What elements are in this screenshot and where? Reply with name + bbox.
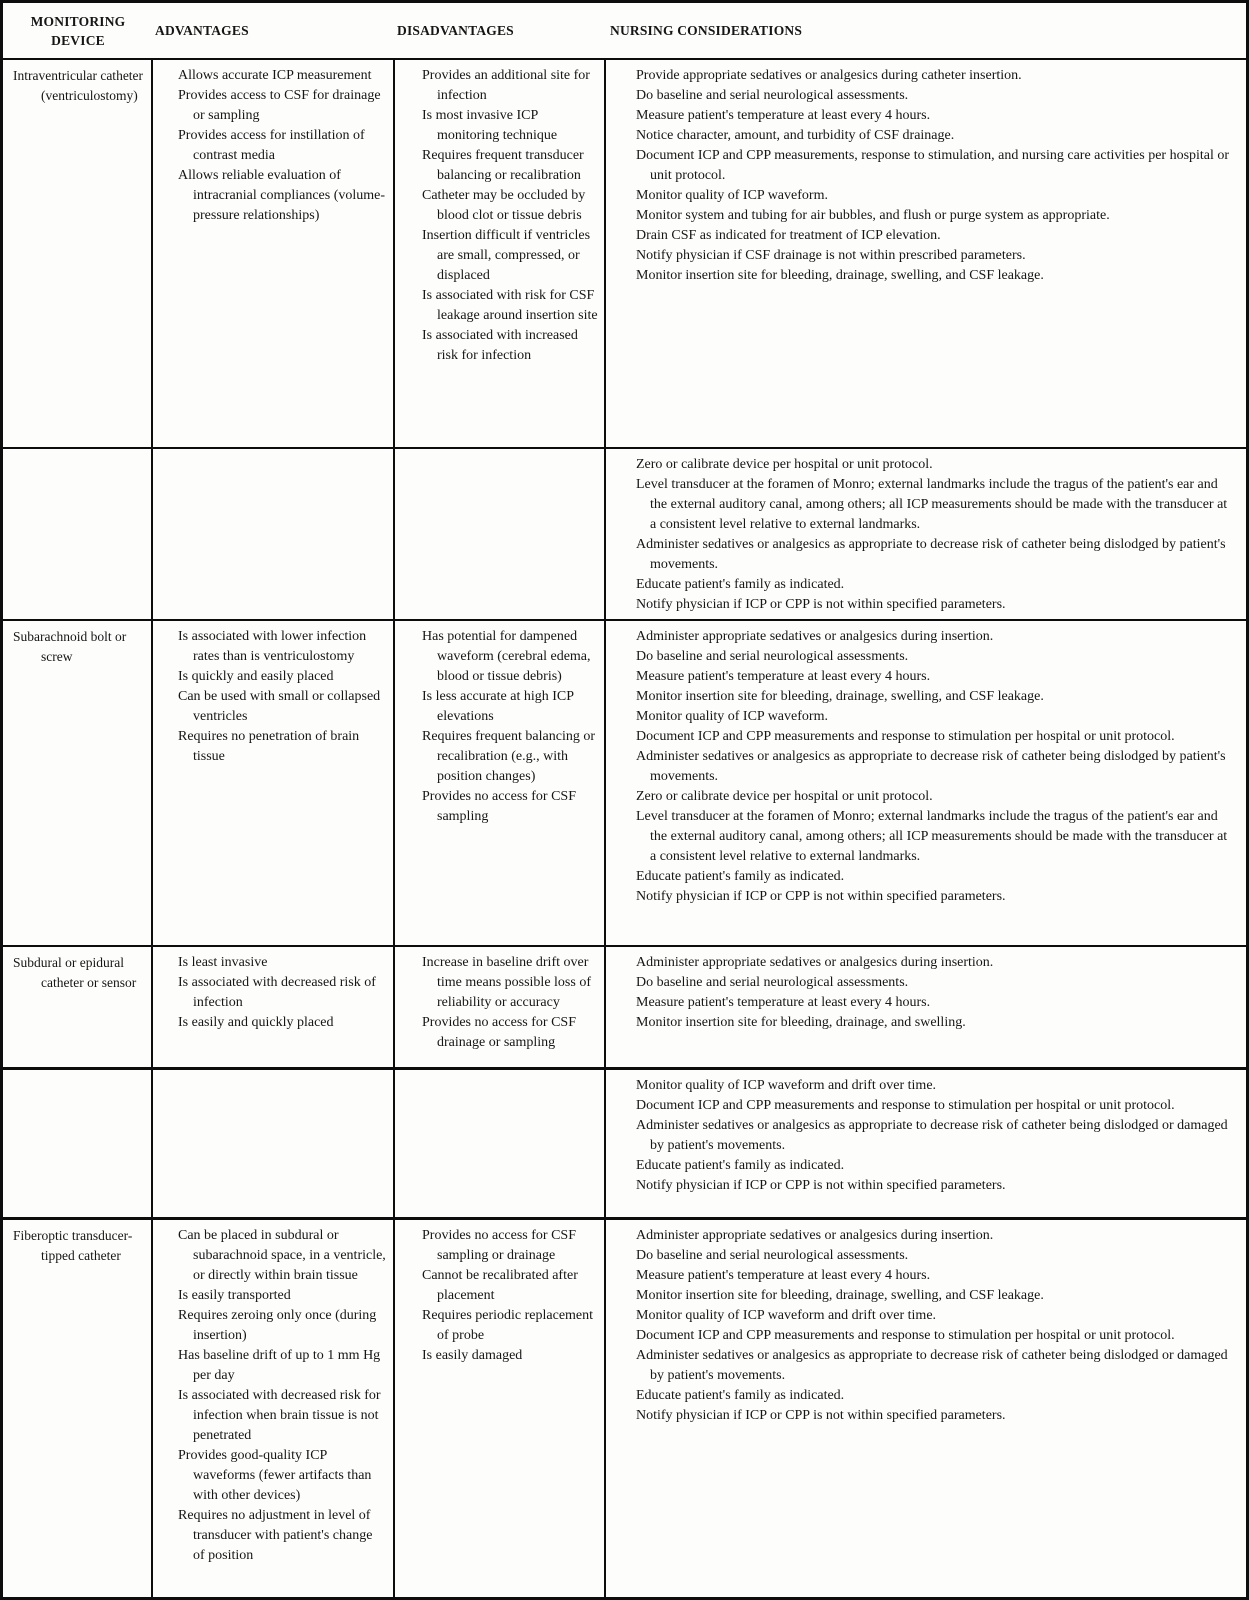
disadvantages-cell [395,1070,606,1217]
device-cell [3,621,153,945]
column-header-disadvantages: DISADVANTAGES [397,23,514,38]
disadvantage-item: Is less accurate at high ICP elevations [422,689,574,724]
disadvantage-item: Provides an additional site for infection [422,68,590,103]
nursing-consideration-item: Monitor insertion site for bleeding, drainage, swelling, and CSF leakage. [636,1288,1044,1303]
nursing-consideration-item: Educate patient's family as indicated. [636,869,845,884]
advantage-item: Requires no adjustment in level of transducer with patient's change of position [178,1508,373,1563]
nursing-consideration-item: Measure patient's temperature at least every 4 hours. [636,1268,931,1283]
nursing-consideration-item: Measure patient's temperature at least every 4 hours. [636,108,931,123]
nursing-consideration-item: Notify physician if CSF drainage is not within prescribed parameters. [636,248,1026,263]
nursing-consideration-item: Notice character, amount, and turbidity of CSF drainage. [636,128,955,143]
nursing-consideration-item: Administer appropriate sedatives or analgesics during insertion. [636,955,994,970]
advantage-item: Allows reliable evaluation of intracranial compliances (volume-pressure relationships) [178,168,386,223]
advantages-cell [153,1070,395,1217]
table-row [3,947,1246,1070]
disadvantage-item: Is most invasive ICP monitoring technique [422,108,558,143]
nursing-consideration-item: Document ICP and CPP measurements, response to stimulation, and nursing care activities per hospital or unit protocol. [636,148,1230,183]
nursing-consideration-item: Notify physician if ICP or CPP is not within specified parameters. [636,597,1006,612]
advantage-item: Is associated with lower infection rates than is ventriculostomy [178,629,367,664]
disadvantage-item: Provides no access for CSF sampling [422,789,576,824]
disadvantage-item: Is associated with risk for CSF leakage around insertion site [422,288,598,323]
nursing-consideration-item: Administer appropriate sedatives or analgesics during insertion. [636,1228,994,1243]
advantage-item: Has baseline drift of up to 1 mm Hg per day [178,1348,381,1383]
nursing-considerations-cell [606,60,1246,447]
nursing-considerations-cell [606,621,1246,945]
advantage-item: Is easily transported [178,1288,291,1303]
nursing-consideration-item: Administer sedatives or analgesics as appropriate to decrease risk of catheter being dislodged by patient's movements. [636,537,1226,572]
nursing-considerations-cell [606,449,1246,619]
advantage-item: Provides good-quality ICP waveforms (fewer artifacts than with other devices) [178,1448,372,1503]
disadvantages-cell [395,621,606,945]
nursing-consideration-item: Do baseline and serial neurological assessments. [636,88,909,103]
device-cell [3,60,153,447]
nursing-consideration-item: Notify physician if ICP or CPP is not within specified parameters. [636,889,1006,904]
advantages-cell [153,947,395,1067]
advantage-item: Is associated with decreased risk for infection when brain tissue is not penetrated [178,1388,381,1443]
advantages-cell [153,1220,395,1597]
advantage-item: Provides access to CSF for drainage or sampling [178,88,381,123]
nursing-consideration-item: Monitor quality of ICP waveform. [636,188,828,203]
disadvantage-item: Requires frequent balancing or recalibration (e.g., with position changes) [422,729,595,784]
disadvantage-item: Provides no access for CSF drainage or sampling [422,1015,576,1050]
column-header-monitoring-device: MONITORING DEVICE [30,13,126,48]
device-name: Subarachnoid bolt or screw [13,629,127,664]
column-header-nursing-considerations: NURSING CONSIDERATIONS [610,23,803,38]
device-name: Fiberoptic transducer-tipped catheter [13,1228,133,1263]
disadvantage-item: Cannot be recalibrated after placement [422,1268,578,1303]
nursing-consideration-item: Do baseline and serial neurological assessments. [636,975,909,990]
table-row [3,60,1246,449]
nursing-consideration-item: Level transducer at the foramen of Monro; external landmarks include the tragus of the patient's ear and the external auditory canal, among others; all ICP measurements should be made with the transducer at a consistent level relative to external landmarks. [636,477,1228,532]
disadvantage-item: Insertion difficult if ventricles are small, compressed, or displaced [422,228,591,283]
device-cell [3,1070,153,1217]
nursing-consideration-item: Administer sedatives or analgesics as appropriate to decrease risk of catheter being dislodged or damaged by patient's movements. [636,1118,1228,1153]
advantage-item: Is easily and quickly placed [178,1015,334,1030]
advantages-cell [153,621,395,945]
table-row [3,1220,1246,1597]
table-row [3,449,1246,621]
table-header [3,3,1246,60]
nursing-considerations-cell [606,1220,1246,1597]
nursing-consideration-item: Document ICP and CPP measurements and response to stimulation per hospital or unit protocol. [636,1098,1175,1113]
nursing-consideration-item: Level transducer at the foramen of Monro; external landmarks include the tragus of the patient's ear and the external auditory canal, among others; all ICP measurements should be made with the transducer at a consistent level relative to external landmarks. [636,809,1228,864]
disadvantage-item: Catheter may be occluded by blood clot or tissue debris [422,188,586,223]
nursing-consideration-item: Document ICP and CPP measurements and response to stimulation per hospital or unit protocol. [636,729,1175,744]
device-cell [3,1220,153,1597]
nursing-consideration-item: Administer sedatives or analgesics as appropriate to decrease risk of catheter being dislodged by patient's movements. [636,749,1226,784]
disadvantages-cell [395,449,606,619]
disadvantages-cell [395,1220,606,1597]
nursing-consideration-item: Administer appropriate sedatives or analgesics during insertion. [636,629,994,644]
disadvantages-cell [395,947,606,1067]
advantages-cell [153,449,395,619]
nursing-consideration-item: Monitor insertion site for bleeding, drainage, swelling, and CSF leakage. [636,268,1044,283]
table-row [3,1070,1246,1220]
device-cell [3,947,153,1067]
nursing-consideration-item: Notify physician if ICP or CPP is not within specified parameters. [636,1408,1006,1423]
nursing-considerations-cell [606,947,1246,1067]
advantage-item: Can be placed in subdural or subarachnoid space, in a ventricle, or directly within brain tissue [178,1228,386,1283]
advantages-cell [153,60,395,447]
nursing-consideration-item: Educate patient's family as indicated. [636,577,845,592]
advantage-item: Provides access for instillation of contrast media [178,128,365,163]
disadvantage-item: Increase in baseline drift over time means possible loss of reliability or accuracy [422,955,591,1010]
nursing-consideration-item: Zero or calibrate device per hospital or unit protocol. [636,789,933,804]
advantage-item: Requires zeroing only once (during insertion) [178,1308,377,1343]
advantage-item: Is quickly and easily placed [178,669,334,684]
nursing-consideration-item: Monitor insertion site for bleeding, drainage, swelling, and CSF leakage. [636,689,1044,704]
disadvantage-item: Provides no access for CSF sampling or drainage [422,1228,576,1263]
disadvantage-item: Is easily damaged [422,1348,523,1363]
nursing-consideration-item: Drain CSF as indicated for treatment of ICP elevation. [636,228,941,243]
nursing-consideration-item: Notify physician if ICP or CPP is not within specified parameters. [636,1178,1006,1193]
nursing-consideration-item: Administer sedatives or analgesics as appropriate to decrease risk of catheter being dislodged or damaged by patient's movements. [636,1348,1228,1383]
nursing-consideration-item: Monitor quality of ICP waveform and drift over time. [636,1078,937,1093]
device-name: Subdural or epidural catheter or sensor [13,955,137,990]
nursing-consideration-item: Measure patient's temperature at least every 4 hours. [636,995,931,1010]
nursing-consideration-item: Monitor quality of ICP waveform and drift over time. [636,1308,937,1323]
advantage-item: Is associated with decreased risk of infection [178,975,376,1010]
advantage-item: Is least invasive [178,955,268,970]
device-cell [3,449,153,619]
nursing-consideration-item: Do baseline and serial neurological assessments. [636,1248,909,1263]
nursing-consideration-item: Monitor quality of ICP waveform. [636,709,828,724]
nursing-consideration-item: Measure patient's temperature at least every 4 hours. [636,669,931,684]
disadvantages-cell [395,60,606,447]
disadvantage-item: Requires periodic replacement of probe [422,1308,594,1343]
nursing-consideration-item: Document ICP and CPP measurements and response to stimulation per hospital or unit protocol. [636,1328,1175,1343]
nursing-considerations-cell [606,1070,1246,1217]
table-row [3,621,1246,947]
disadvantage-item: Is associated with increased risk for infection [422,328,578,363]
nursing-consideration-item: Monitor insertion site for bleeding, drainage, and swelling. [636,1015,966,1030]
advantage-item: Allows accurate ICP measurement [178,68,372,83]
disadvantage-item: Has potential for dampened waveform (cerebral edema, blood or tissue debris) [422,629,591,684]
nursing-consideration-item: Do baseline and serial neurological assessments. [636,649,909,664]
disadvantage-item: Requires frequent transducer balancing or recalibration [422,148,584,183]
advantage-item: Can be used with small or collapsed ventricles [178,689,381,724]
advantage-item: Requires no penetration of brain tissue [178,729,360,764]
nursing-consideration-item: Educate patient's family as indicated. [636,1158,845,1173]
column-header-advantages: ADVANTAGES [155,23,249,38]
nursing-consideration-item: Educate patient's family as indicated. [636,1388,845,1403]
device-name: Intraventricular catheter (ventriculostomy) [13,68,144,103]
nursing-consideration-item: Monitor system and tubing for air bubbles, and flush or purge system as appropriate. [636,208,1110,223]
nursing-consideration-item: Provide appropriate sedatives or analgesics during catheter insertion. [636,68,1022,83]
nursing-consideration-item: Zero or calibrate device per hospital or unit protocol. [636,457,933,472]
